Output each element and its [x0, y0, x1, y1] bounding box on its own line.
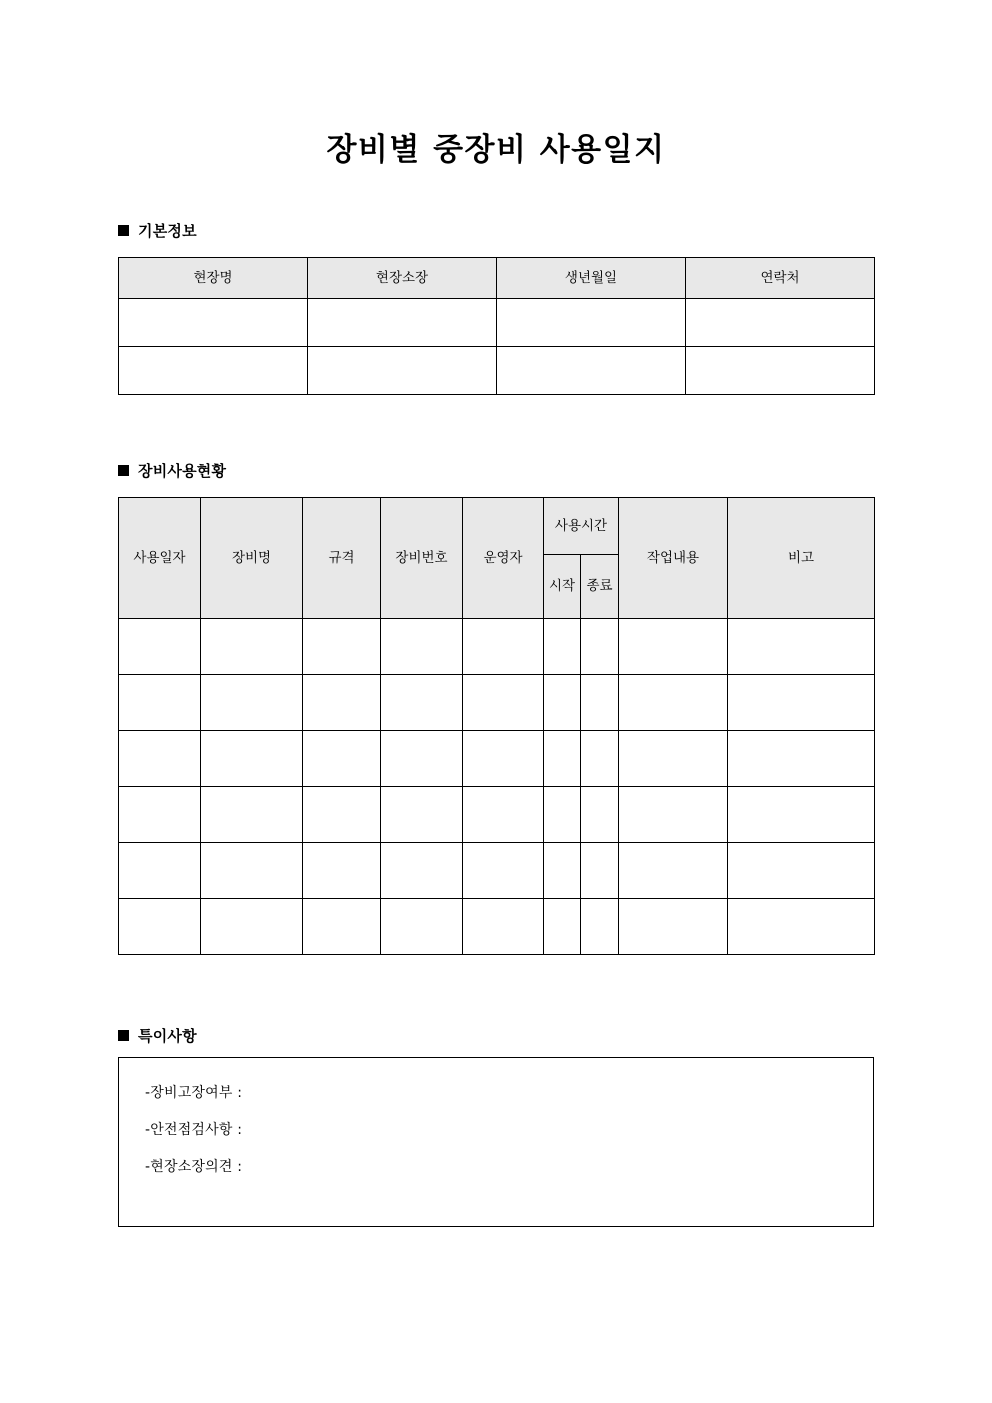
column-header-use-date: 사용일자 [119, 498, 201, 619]
section-heading-equipment-usage [118, 460, 226, 481]
cell-site-manager[interactable] [308, 299, 497, 347]
cell-equipment-name[interactable] [201, 675, 303, 731]
section-heading-special-notes [118, 1025, 197, 1046]
cell-work-content[interactable] [619, 619, 728, 675]
cell-operator[interactable] [463, 619, 544, 675]
cell-operator[interactable] [463, 899, 544, 955]
cell-work-content[interactable] [619, 899, 728, 955]
note-line-safety-inspection: -안전점검사항 : [145, 1122, 243, 1138]
cell-equipment-number[interactable] [381, 731, 463, 787]
cell-site-name[interactable] [119, 347, 308, 395]
table-row [119, 347, 875, 395]
cell-remarks[interactable] [728, 899, 875, 955]
cell-end-time[interactable] [581, 899, 619, 955]
cell-equipment-name[interactable] [201, 843, 303, 899]
cell-use-date[interactable] [119, 619, 201, 675]
cell-spec[interactable] [303, 619, 381, 675]
cell-use-date[interactable] [119, 899, 201, 955]
column-header-equipment-number: 장비번호 [381, 498, 463, 619]
cell-use-date[interactable] [119, 787, 201, 843]
cell-end-time[interactable] [581, 731, 619, 787]
cell-operator[interactable] [463, 675, 544, 731]
note-line-equipment-failure: -장비고장여부 : [145, 1085, 243, 1101]
table-header-row [119, 258, 875, 299]
cell-start-time[interactable] [544, 787, 581, 843]
cell-remarks[interactable] [728, 843, 875, 899]
cell-equipment-number[interactable] [381, 899, 463, 955]
cell-spec[interactable] [303, 675, 381, 731]
cell-remarks[interactable] [728, 731, 875, 787]
column-header-end-time: 종료 [581, 555, 619, 619]
cell-contact[interactable] [686, 299, 875, 347]
cell-equipment-name[interactable] [201, 899, 303, 955]
filled-square-bullet-icon [118, 465, 129, 476]
column-header-work-content: 작업내용 [619, 498, 728, 619]
cell-spec[interactable] [303, 731, 381, 787]
table-row [119, 899, 875, 955]
filled-square-bullet-icon [118, 225, 129, 236]
cell-site-manager[interactable] [308, 347, 497, 395]
section-heading-label: 장비사용현황 [138, 462, 227, 480]
cell-spec[interactable] [303, 787, 381, 843]
cell-equipment-name[interactable] [201, 787, 303, 843]
column-header-equipment-name: 장비명 [201, 498, 303, 619]
column-header-remarks: 비고 [728, 498, 875, 619]
cell-start-time[interactable] [544, 675, 581, 731]
section-heading-label: 기본정보 [138, 222, 197, 240]
cell-start-time[interactable] [544, 619, 581, 675]
column-header-spec: 규격 [303, 498, 381, 619]
table-row [119, 843, 875, 899]
cell-equipment-number[interactable] [381, 675, 463, 731]
page-title: 장비별 중장비 사용일지 [326, 132, 666, 168]
filled-square-bullet-icon [118, 1030, 129, 1041]
cell-start-time[interactable] [544, 843, 581, 899]
cell-use-date[interactable] [119, 731, 201, 787]
cell-start-time[interactable] [544, 899, 581, 955]
cell-equipment-number[interactable] [381, 787, 463, 843]
column-header-use-time-group: 사용시간 [544, 498, 619, 555]
cell-equipment-number[interactable] [381, 619, 463, 675]
cell-work-content[interactable] [619, 731, 728, 787]
cell-work-content[interactable] [619, 675, 728, 731]
table-row [119, 787, 875, 843]
cell-birthdate[interactable] [497, 347, 686, 395]
table-row [119, 619, 875, 675]
cell-operator[interactable] [463, 731, 544, 787]
cell-end-time[interactable] [581, 787, 619, 843]
cell-end-time[interactable] [581, 619, 619, 675]
cell-remarks[interactable] [728, 619, 875, 675]
cell-equipment-name[interactable] [201, 619, 303, 675]
basic-info-table [118, 257, 875, 395]
cell-work-content[interactable] [619, 843, 728, 899]
cell-remarks[interactable] [728, 787, 875, 843]
column-header-birthdate: 생년월일 [497, 258, 686, 299]
table-row [119, 299, 875, 347]
cell-end-time[interactable] [581, 843, 619, 899]
section-heading-basic-info [118, 220, 197, 241]
cell-spec[interactable] [303, 843, 381, 899]
column-header-contact: 연락처 [686, 258, 875, 299]
cell-operator[interactable] [463, 787, 544, 843]
column-header-start-time: 시작 [544, 555, 581, 619]
cell-end-time[interactable] [581, 675, 619, 731]
column-header-operator: 운영자 [463, 498, 544, 619]
cell-remarks[interactable] [728, 675, 875, 731]
equipment-usage-table [118, 497, 875, 955]
special-notes-box[interactable] [118, 1057, 874, 1227]
cell-start-time[interactable] [544, 731, 581, 787]
cell-operator[interactable] [463, 843, 544, 899]
cell-birthdate[interactable] [497, 299, 686, 347]
table-row [119, 675, 875, 731]
cell-contact[interactable] [686, 347, 875, 395]
column-header-site-manager: 현장소장 [308, 258, 497, 299]
cell-equipment-name[interactable] [201, 731, 303, 787]
column-header-site-name: 현장명 [119, 258, 308, 299]
cell-spec[interactable] [303, 899, 381, 955]
table-row [119, 731, 875, 787]
section-heading-label: 특이사항 [138, 1027, 197, 1045]
table-header-row-top [119, 498, 875, 555]
cell-equipment-number[interactable] [381, 843, 463, 899]
note-line-site-manager-opinion: -현장소장의견 : [145, 1159, 243, 1175]
cell-use-date[interactable] [119, 843, 201, 899]
cell-work-content[interactable] [619, 787, 728, 843]
cell-use-date[interactable] [119, 675, 201, 731]
cell-site-name[interactable] [119, 299, 308, 347]
